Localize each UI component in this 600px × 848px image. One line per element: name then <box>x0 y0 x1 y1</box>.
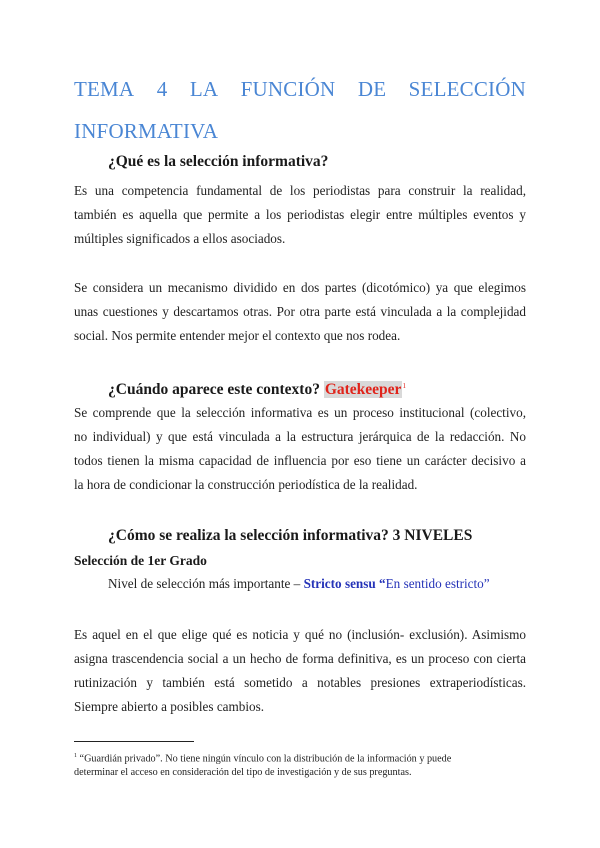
title-word: 4 <box>156 77 168 101</box>
title-word: DE <box>357 77 387 101</box>
text-line: también es aquella que permite a los periodistas elegir entre múltiples eventos y <box>74 207 526 222</box>
paragraph-first-grade <box>74 623 526 719</box>
text-line: la hora de condicionar la construcción periodística de la realidad. <box>74 477 418 492</box>
document-title-line2: INFORMATIVA <box>74 119 219 143</box>
level-description <box>108 574 490 594</box>
title-word: SELECCIÓN <box>408 77 526 101</box>
text-line: múltiples significados a ellos asociados. <box>74 231 286 246</box>
paragraph-mechanism <box>74 276 526 348</box>
heading-text: ¿Cuándo aparece este contexto? <box>108 381 320 399</box>
text-line: Es una competencia fundamental de los periodistas para construir la realidad, <box>74 183 526 198</box>
title-word: TEMA <box>74 77 135 101</box>
text-line: Es aquel en el que elige qué es noticia y qué no (inclusión- exclusión). Asimismo <box>74 627 526 642</box>
text-line: unas cuestiones y descartamos otras. Por otra parte está vinculada a la complejidad <box>74 304 526 319</box>
text-line: Siempre abierto a posibles cambios. <box>74 699 265 714</box>
section-heading-how: ¿Cómo se realiza la selección informativa? 3 NIVELES <box>108 527 473 544</box>
stricto-sensu-term: Stricto sensu <box>303 576 376 591</box>
text-line: asigna trascendencia social a un hecho de forma definitiva, es un proceso con cierta <box>74 651 526 666</box>
title-word: FUNCIÓN <box>240 77 336 101</box>
text-line: todos tienen la misma capacidad de influencia por eso tiene un carácter decisivo a <box>74 453 526 468</box>
text-line: Se considera un mecanismo dividido en dos partes (dicotómico) ya que elegimos <box>74 280 526 295</box>
level-prefix: Nivel de selección más importante – <box>108 576 304 591</box>
gatekeeper-highlight: Gatekeeper <box>324 381 402 399</box>
paragraph-institutional <box>74 401 526 497</box>
footnote-line: “Guardián privado”. No tiene ningún vínculo con la distribución de la información y puede <box>77 753 452 765</box>
paragraph-definition <box>74 179 526 251</box>
translation-text: En sentido estricto” <box>385 576 490 591</box>
footnote <box>74 749 526 780</box>
text-line: rutinización y también está sometido a notables presiones extraperiodísticas. <box>74 675 526 690</box>
footnote-mark: 1 <box>74 753 77 759</box>
section-heading-when <box>108 376 406 400</box>
text-line: Se comprende que la selección informativa es un proceso institucional (colectivo, <box>74 405 526 420</box>
footnote-reference[interactable]: 1 <box>402 382 406 390</box>
text-line: no individual) y que está vinculada a la estructura jerárquica de la redacción. No <box>74 429 526 444</box>
footnote-line: determinar el acceso en consideración del tipo de investigación y de sus preguntas. <box>74 767 412 779</box>
subheading-first-grade: Selección de 1er Grado <box>74 553 207 568</box>
document-title <box>74 71 526 107</box>
footnote-divider <box>74 741 194 742</box>
section-heading-what-is: ¿Qué es la selección informativa? <box>108 153 329 170</box>
text-line: social. Nos permite entender mejor el contexto que nos rodea. <box>74 328 401 343</box>
title-word: LA <box>189 77 219 101</box>
quote-open: “ <box>375 576 386 591</box>
